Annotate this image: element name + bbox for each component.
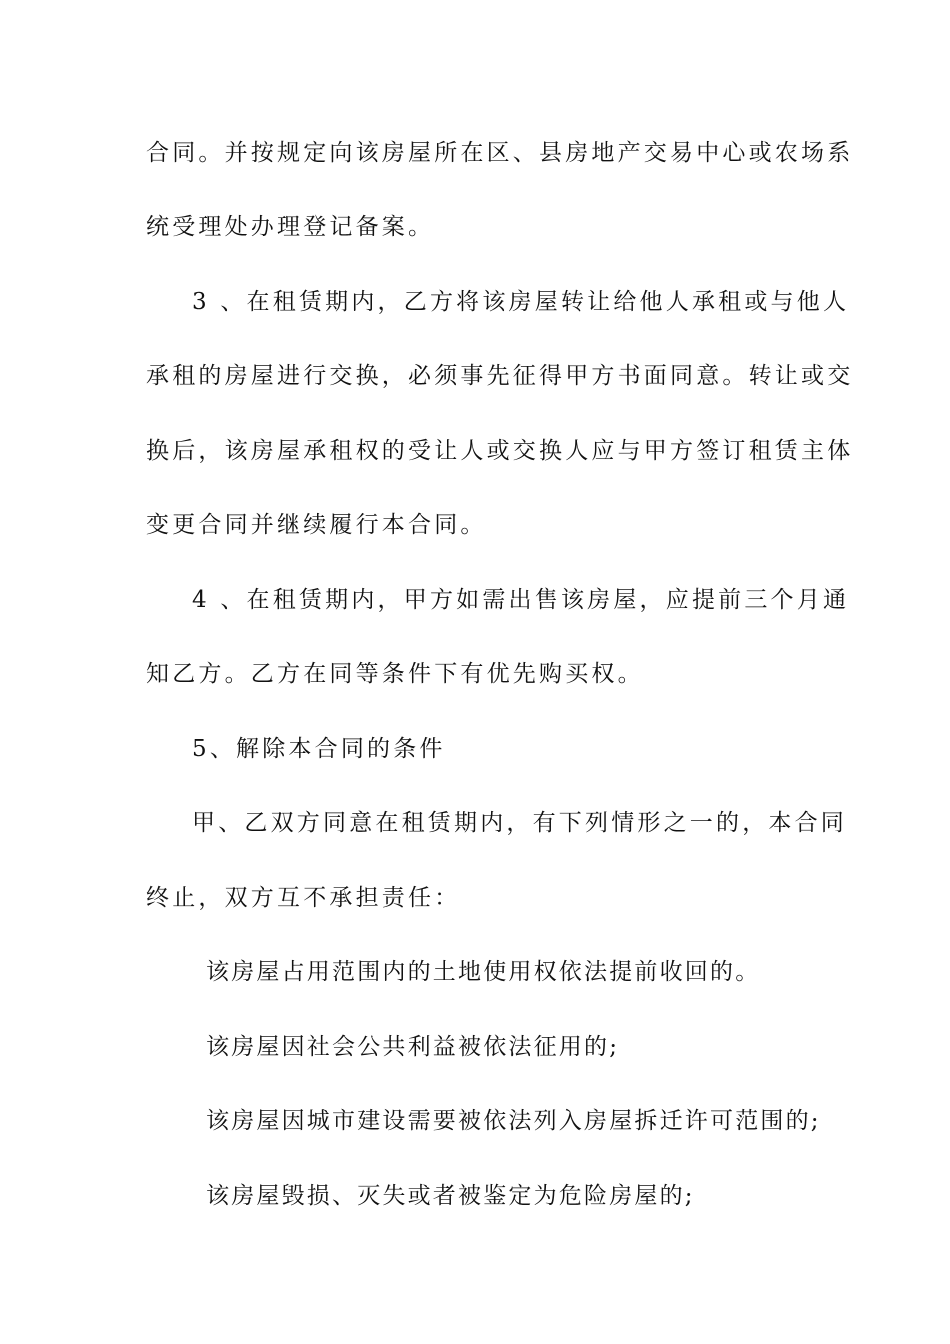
paragraph-line: 变更合同并继续履行本合同。 [146,512,487,538]
paragraph-line: 甲、乙双方同意在租赁期内，有下列情形之一的，本合同 [192,810,847,836]
paragraph-line: 知乙方。乙方在同等条件下有优先购买权。 [146,661,644,687]
list-item: 该房屋毁损、灭失或者被鉴定为危险房屋的; [206,1183,695,1209]
paragraph-line: 换后，该房屋承租权的受让人或交换人应与甲方签订租赁主体 [146,438,854,464]
list-item: 该房屋因社会公共利益被依法征用的; [206,1034,620,1060]
section-heading: 5、解除本合同的条件 [192,736,446,762]
paragraph-line: 合同。并按规定向该房屋所在区、县房地产交易中心或农场系 [146,140,854,166]
paragraph-line: 终止，双方互不承担责任： [146,885,461,911]
clause-3-line: 3 、在租赁期内，乙方将该房屋转让给他人承租或与他人 [192,289,850,315]
paragraph-line: 统受理处办理登记备案。 [146,214,435,240]
list-item: 该房屋占用范围内的土地使用权依法提前收回的。 [206,959,761,985]
list-item: 该房屋因城市建设需要被依法列入房屋拆迁许可范围的; [206,1108,821,1134]
clause-4-line: 4 、在租赁期内，甲方如需出售该房屋，应提前三个月通 [192,587,850,613]
paragraph-line: 承租的房屋进行交换，必须事先征得甲方书面同意。转让或交 [146,363,854,389]
